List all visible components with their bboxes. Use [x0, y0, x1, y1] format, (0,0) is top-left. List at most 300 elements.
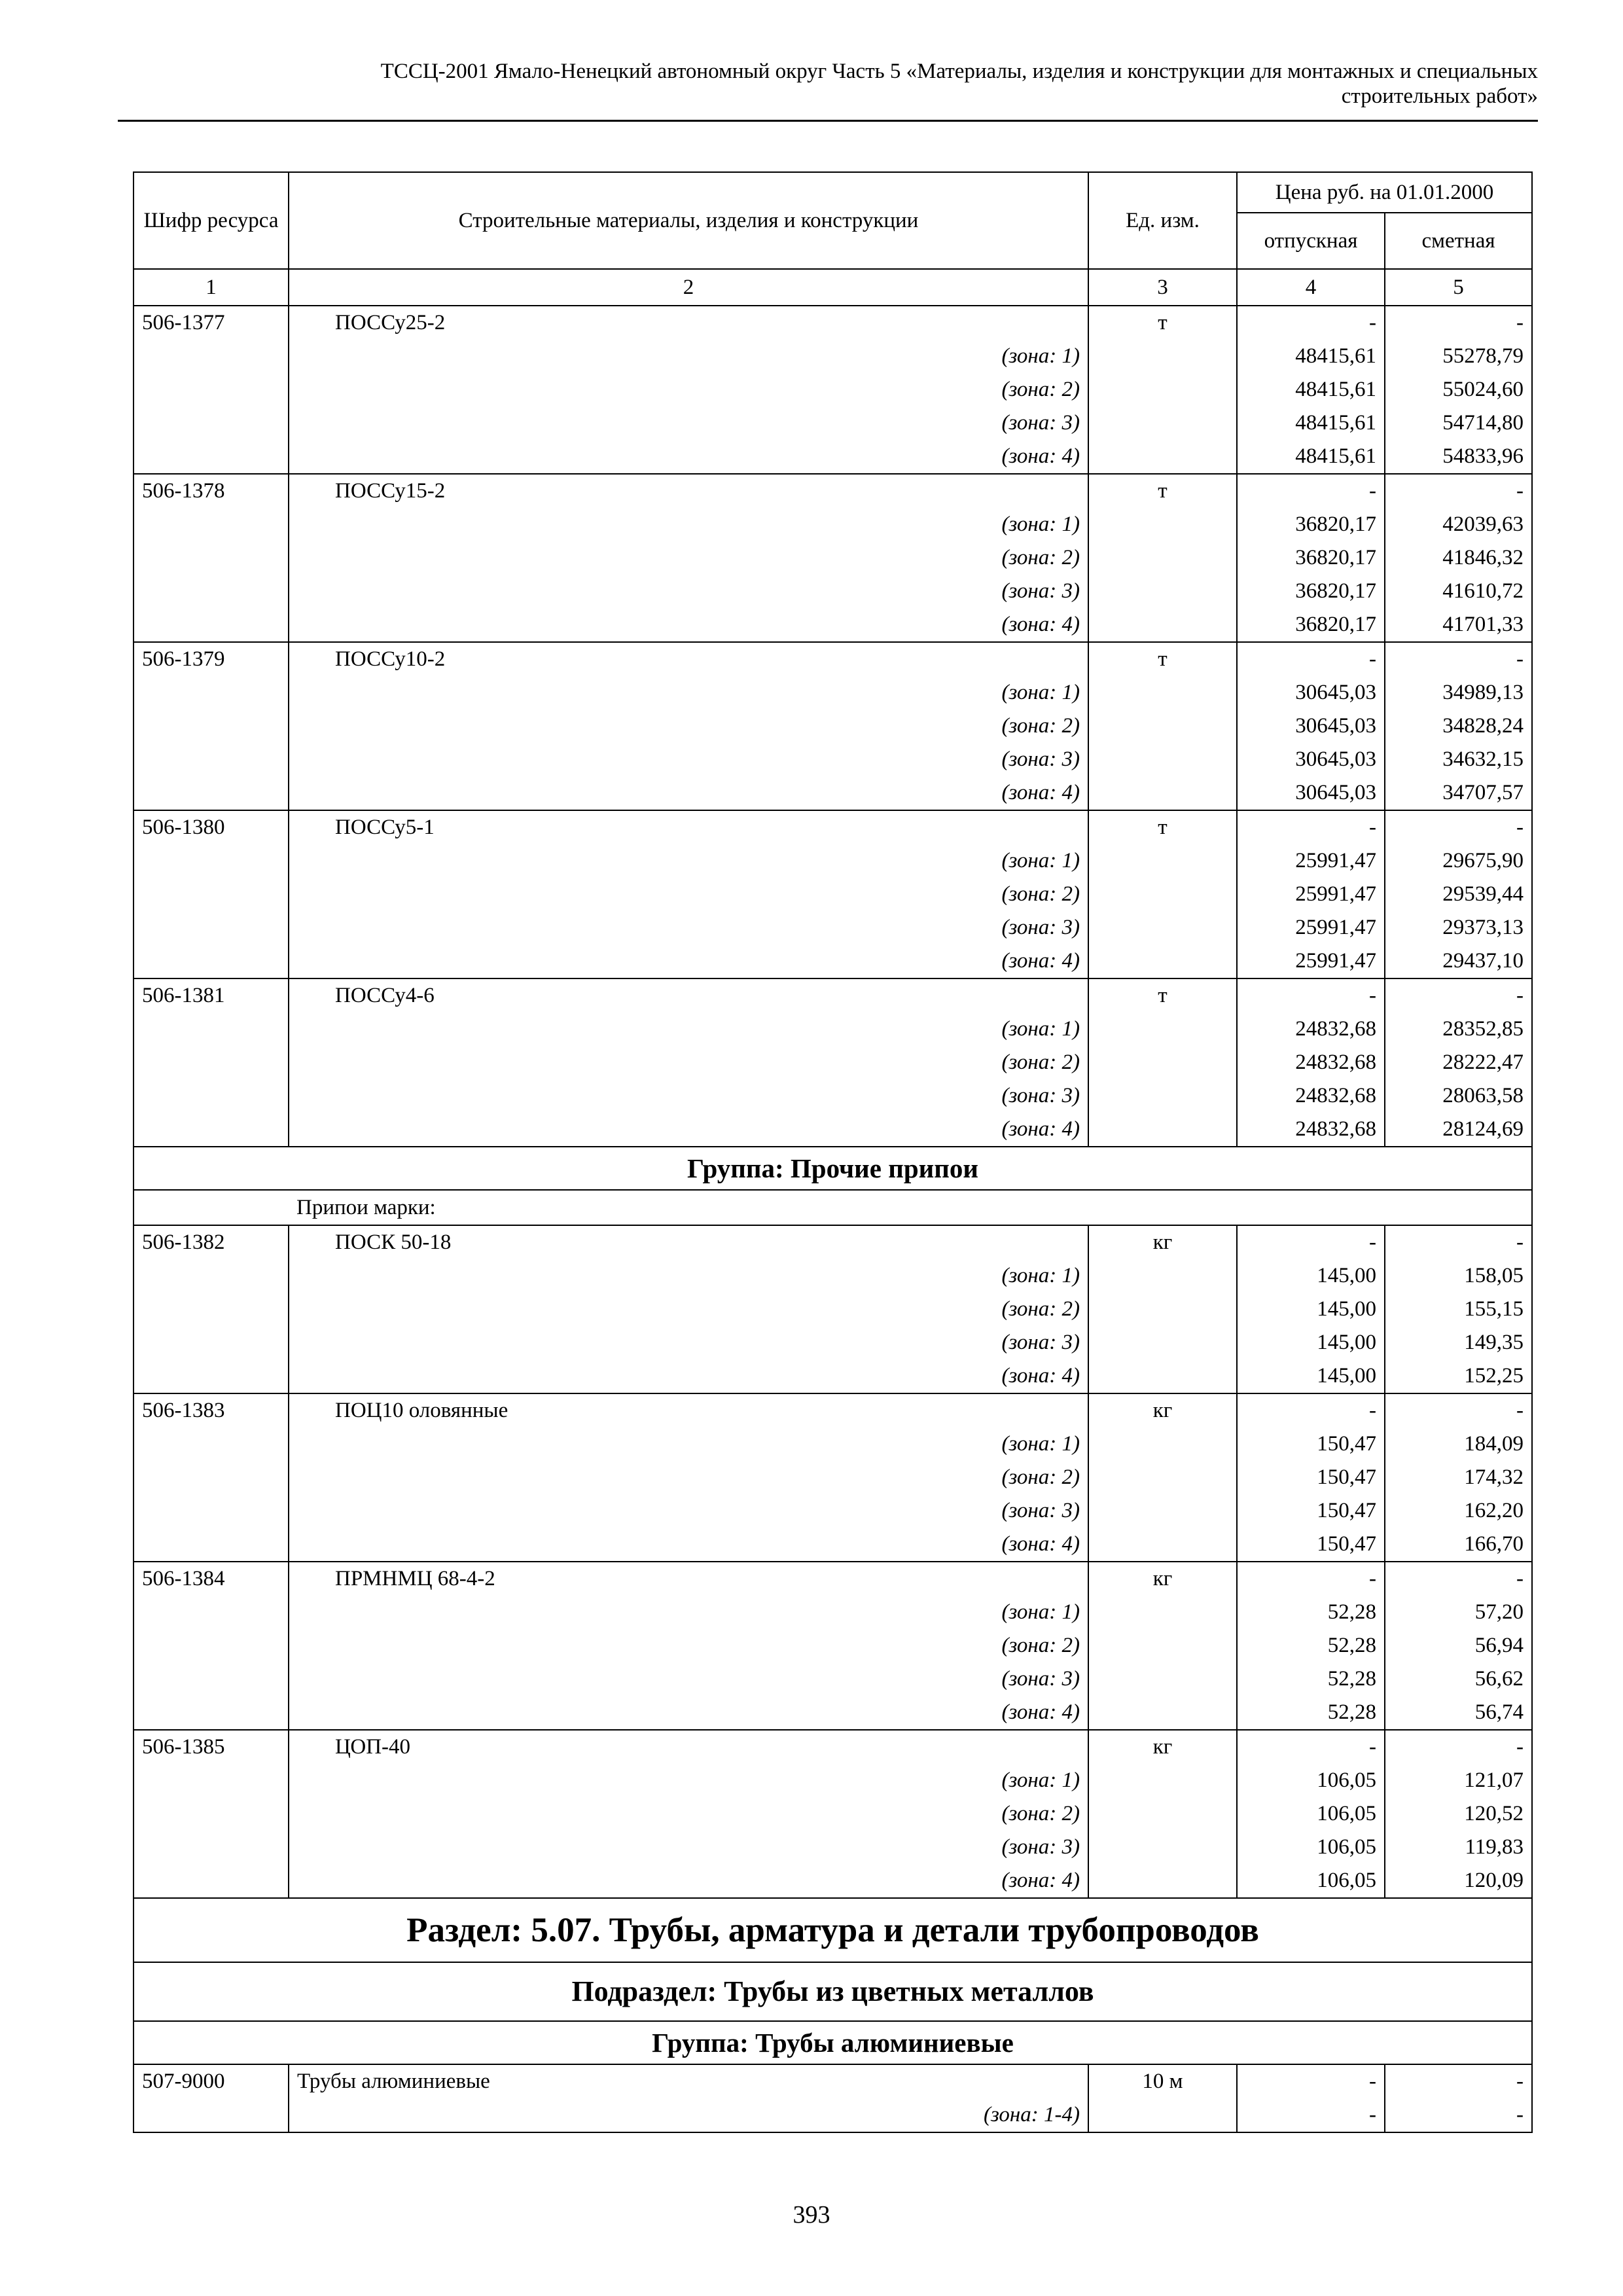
resource-code: 506-1380 [134, 810, 289, 844]
table-row-section [134, 1898, 1532, 1962]
section-heading: Раздел: 5.07. Трубы, арматура и детали трубопроводов [134, 1898, 1532, 1962]
estimate-price: - [1385, 1225, 1532, 1259]
material-name: ПОССу4-6 [289, 978, 1088, 1013]
material-name: ПОССу10-2 [289, 642, 1088, 676]
resource-code-empty [134, 1046, 289, 1079]
release-price: 24832,68 [1237, 1113, 1385, 1147]
unit-cell-empty [1088, 1113, 1237, 1147]
estimate-price: 56,74 [1385, 1696, 1532, 1730]
unit-cell-empty [1088, 373, 1237, 406]
release-price: 145,00 [1237, 1359, 1385, 1393]
zone-label: (зона: 1) [289, 1013, 1088, 1046]
resource-code-empty [134, 844, 289, 878]
estimate-price: - [1385, 2064, 1532, 2098]
estimate-price: 119,83 [1385, 1831, 1532, 1864]
unit-cell-empty [1088, 676, 1237, 709]
release-price: 150,47 [1237, 1461, 1385, 1494]
estimate-price: - [1385, 1393, 1532, 1427]
zone-label: (зона: 1) [289, 1764, 1088, 1797]
table-row-zone [134, 1864, 1532, 1898]
unit-cell-empty [1088, 944, 1237, 978]
price-table [133, 171, 1533, 2133]
zone-label: (зона: 1) [289, 1596, 1088, 1629]
release-price: - [1237, 1730, 1385, 1764]
table-row-zone [134, 1359, 1532, 1393]
col-number: 4 [1237, 269, 1385, 306]
group-heading: Группа: Трубы алюминиевые [134, 2021, 1532, 2064]
header-line-2: строительных работ» [1341, 84, 1538, 108]
release-price: 25991,47 [1237, 844, 1385, 878]
zone-label: (зона: 4) [289, 1113, 1088, 1147]
zone-label: (зона: 2) [289, 878, 1088, 911]
unit-cell-empty [1088, 1764, 1237, 1797]
estimate-price: 152,25 [1385, 1359, 1532, 1393]
zone-label: (зона: 4) [289, 1359, 1088, 1393]
unit-cell-empty [1088, 406, 1237, 440]
unit-cell-empty [1088, 1461, 1237, 1494]
table-header [134, 172, 1532, 306]
estimate-price: 34632,15 [1385, 743, 1532, 776]
table-row-zone [134, 541, 1532, 575]
resource-code-empty [134, 541, 289, 575]
resource-code-empty [134, 575, 289, 608]
unit-cell-empty [1088, 1013, 1237, 1046]
estimate-price: 28063,58 [1385, 1079, 1532, 1113]
table-row-zone [134, 1696, 1532, 1730]
estimate-price: 174,32 [1385, 1461, 1532, 1494]
estimate-price: 184,09 [1385, 1427, 1532, 1461]
zone-label: (зона: 4) [289, 1696, 1088, 1730]
resource-code: 506-1378 [134, 474, 289, 508]
zone-label: (зона: 1) [289, 340, 1088, 373]
unit-cell-empty [1088, 911, 1237, 944]
release-price: - [1237, 2064, 1385, 2098]
subsection-heading: Подраздел: Трубы из цветных металлов [134, 1962, 1532, 2021]
resource-code-empty [134, 676, 289, 709]
zone-label: (зона: 4) [289, 944, 1088, 978]
resource-code-empty [134, 911, 289, 944]
release-price: 30645,03 [1237, 776, 1385, 810]
table-row-item [134, 474, 1532, 508]
table-row-zone [134, 1259, 1532, 1293]
table-row-zone [134, 508, 1532, 541]
group-heading: Группа: Прочие припои [134, 1147, 1532, 1190]
estimate-price: - [1385, 306, 1532, 340]
zone-label: (зона: 3) [289, 743, 1088, 776]
estimate-price: 55024,60 [1385, 373, 1532, 406]
resource-code-empty [134, 1797, 289, 1831]
unit-cell-empty [1088, 1629, 1237, 1662]
resource-code-empty [134, 406, 289, 440]
unit-cell-empty [1088, 541, 1237, 575]
release-price: 150,47 [1237, 1427, 1385, 1461]
estimate-price: - [1385, 2098, 1532, 2132]
zone-label: (зона: 3) [289, 1494, 1088, 1528]
resource-code-empty [134, 508, 289, 541]
unit-cell-empty [1088, 1359, 1237, 1393]
table-row-zone [134, 709, 1532, 743]
table-row-zone [134, 575, 1532, 608]
material-name: ПОЦ10 оловянные [289, 1393, 1088, 1427]
table-row-zone [134, 1427, 1532, 1461]
estimate-price: - [1385, 978, 1532, 1013]
release-price: 25991,47 [1237, 944, 1385, 978]
table-row-zone [134, 1326, 1532, 1359]
release-price: - [1237, 474, 1385, 508]
resource-code-empty [134, 1427, 289, 1461]
unit-cell-empty [1088, 1494, 1237, 1528]
unit-cell: т [1088, 810, 1237, 844]
unit-cell-empty [1088, 844, 1237, 878]
release-price: 145,00 [1237, 1259, 1385, 1293]
release-price: 25991,47 [1237, 878, 1385, 911]
col-number: 2 [289, 269, 1088, 306]
resource-code: 506-1381 [134, 978, 289, 1013]
col-number: 1 [134, 269, 289, 306]
zone-label: (зона: 2) [289, 1629, 1088, 1662]
resource-code: 506-1383 [134, 1393, 289, 1427]
resource-code-empty [134, 1461, 289, 1494]
table-row-zone [134, 340, 1532, 373]
release-price: - [1237, 1393, 1385, 1427]
table-body [134, 306, 1532, 2132]
table-row-zone [134, 911, 1532, 944]
table-row-zone [134, 1528, 1532, 1562]
estimate-price: 42039,63 [1385, 508, 1532, 541]
estimate-price: 28222,47 [1385, 1046, 1532, 1079]
release-price: 24832,68 [1237, 1079, 1385, 1113]
zone-label: (зона: 1) [289, 676, 1088, 709]
resource-code-empty [134, 1831, 289, 1864]
resource-code-empty [134, 709, 289, 743]
release-price: 24832,68 [1237, 1046, 1385, 1079]
resource-code-empty [134, 340, 289, 373]
col-number: 5 [1385, 269, 1532, 306]
unit-cell: т [1088, 306, 1237, 340]
table-row-item [134, 1562, 1532, 1596]
unit-cell-empty [1088, 1831, 1237, 1864]
table-row-zone [134, 608, 1532, 642]
table-row-zone [134, 1461, 1532, 1494]
unit-cell: кг [1088, 1393, 1237, 1427]
unit-cell-empty [1088, 1662, 1237, 1696]
release-price: 106,05 [1237, 1797, 1385, 1831]
table-row-zone [134, 844, 1532, 878]
estimate-price: 29373,13 [1385, 911, 1532, 944]
resource-code-empty [134, 944, 289, 978]
resource-code-empty [134, 1764, 289, 1797]
table-row-zone [134, 1013, 1532, 1046]
zone-label: (зона: 3) [289, 1079, 1088, 1113]
unit-cell-empty [1088, 508, 1237, 541]
table-row-zone [134, 676, 1532, 709]
table-row-zone [134, 440, 1532, 474]
table-row-item [134, 642, 1532, 676]
release-price: 25991,47 [1237, 911, 1385, 944]
resource-code-empty [134, 1494, 289, 1528]
table-row-zone [134, 1797, 1532, 1831]
zone-label: (зона: 4) [289, 608, 1088, 642]
resource-code-empty [134, 1259, 289, 1293]
estimate-price: 41610,72 [1385, 575, 1532, 608]
material-name: ПРМНМЦ 68-4-2 [289, 1562, 1088, 1596]
zone-label: (зона: 4) [289, 1864, 1088, 1898]
table-row-item [134, 2064, 1532, 2098]
resource-code-empty [134, 1079, 289, 1113]
estimate-price: 34707,57 [1385, 776, 1532, 810]
zone-label: (зона: 3) [289, 1662, 1088, 1696]
unit-cell: кг [1088, 1562, 1237, 1596]
estimate-price: 166,70 [1385, 1528, 1532, 1562]
zone-label: (зона: 2) [289, 709, 1088, 743]
unit-cell-empty [1088, 1046, 1237, 1079]
release-price: - [1237, 1225, 1385, 1259]
unit-cell-empty [1088, 1079, 1237, 1113]
estimate-price: 57,20 [1385, 1596, 1532, 1629]
release-price: 52,28 [1237, 1596, 1385, 1629]
resource-code-empty [134, 1662, 289, 1696]
estimate-price: - [1385, 810, 1532, 844]
release-price: 150,47 [1237, 1528, 1385, 1562]
release-price: 36820,17 [1237, 508, 1385, 541]
table-row-zone [134, 2098, 1532, 2132]
resource-code: 506-1379 [134, 642, 289, 676]
resource-code-empty [134, 1293, 289, 1326]
estimate-price: 162,20 [1385, 1494, 1532, 1528]
resource-code-empty [134, 1864, 289, 1898]
release-price: 48415,61 [1237, 340, 1385, 373]
unit-cell-empty [1088, 2098, 1237, 2132]
unit-cell-empty [1088, 709, 1237, 743]
unit-cell-empty [1088, 1259, 1237, 1293]
header-code: Шифр ресурса [134, 172, 289, 269]
zone-label: (зона: 2) [289, 1046, 1088, 1079]
table-row-item [134, 978, 1532, 1013]
table-row-group [134, 2021, 1532, 2064]
resource-code-empty [134, 1596, 289, 1629]
estimate-price: 120,09 [1385, 1864, 1532, 1898]
table-row-zone [134, 1113, 1532, 1147]
unit-cell-empty [1088, 878, 1237, 911]
resource-code-empty [134, 608, 289, 642]
table-row-zone [134, 878, 1532, 911]
estimate-price: - [1385, 642, 1532, 676]
table-row-item [134, 1393, 1532, 1427]
estimate-price: 29675,90 [1385, 844, 1532, 878]
release-price: 52,28 [1237, 1696, 1385, 1730]
estimate-price: 56,94 [1385, 1629, 1532, 1662]
release-price: - [1237, 2098, 1385, 2132]
page-number: 393 [793, 2201, 830, 2229]
estimate-price: 56,62 [1385, 1662, 1532, 1696]
estimate-price: 28124,69 [1385, 1113, 1532, 1147]
release-price: 52,28 [1237, 1662, 1385, 1696]
unit-cell-empty [1088, 1696, 1237, 1730]
unit-cell-empty [1088, 1326, 1237, 1359]
estimate-price: 120,52 [1385, 1797, 1532, 1831]
header-unit: Ед. изм. [1088, 172, 1237, 269]
resource-code-empty [134, 440, 289, 474]
resource-code: 506-1385 [134, 1730, 289, 1764]
release-price: - [1237, 642, 1385, 676]
material-name: ПОССу5-1 [289, 810, 1088, 844]
running-header [118, 59, 1538, 109]
release-price: 30645,03 [1237, 709, 1385, 743]
note-text: Припои марки: [134, 1190, 1532, 1225]
unit-cell-empty [1088, 1293, 1237, 1326]
estimate-price: 34989,13 [1385, 676, 1532, 709]
zone-label: (зона: 1) [289, 844, 1088, 878]
header-name: Строительные материалы, изделия и конструкции [289, 172, 1088, 269]
resource-code: 507-9000 [134, 2064, 289, 2098]
table-row-zone [134, 743, 1532, 776]
table-row-item [134, 306, 1532, 340]
resource-code-empty [134, 743, 289, 776]
estimate-price: 41701,33 [1385, 608, 1532, 642]
release-price: 150,47 [1237, 1494, 1385, 1528]
estimate-price: 41846,32 [1385, 541, 1532, 575]
unit-cell-empty [1088, 1797, 1237, 1831]
release-price: - [1237, 1562, 1385, 1596]
estimate-price: 29437,10 [1385, 944, 1532, 978]
resource-code-empty [134, 776, 289, 810]
table-row-zone [134, 776, 1532, 810]
header-estimate-price: сметная [1385, 213, 1532, 269]
table-row-item [134, 1225, 1532, 1259]
material-name: ПОСК 50-18 [289, 1225, 1088, 1259]
estimate-price: - [1385, 474, 1532, 508]
table-row-zone [134, 1831, 1532, 1864]
unit-cell-empty [1088, 340, 1237, 373]
table-row-item [134, 1730, 1532, 1764]
zone-label: (зона: 3) [289, 575, 1088, 608]
resource-code-empty [134, 2098, 289, 2132]
table-row-zone [134, 1596, 1532, 1629]
estimate-price: 121,07 [1385, 1764, 1532, 1797]
resource-code-empty [134, 1326, 289, 1359]
unit-cell-empty [1088, 575, 1237, 608]
table-row-zone [134, 373, 1532, 406]
zone-label: (зона: 2) [289, 1461, 1088, 1494]
zone-label: (зона: 2) [289, 1293, 1088, 1326]
zone-label: (зона: 1-4) [289, 2098, 1088, 2132]
zone-label: (зона: 3) [289, 1831, 1088, 1864]
unit-cell-empty [1088, 608, 1237, 642]
zone-label: (зона: 2) [289, 541, 1088, 575]
release-price: 36820,17 [1237, 575, 1385, 608]
estimate-price: 54833,96 [1385, 440, 1532, 474]
resource-code: 506-1384 [134, 1562, 289, 1596]
unit-cell-empty [1088, 1528, 1237, 1562]
release-price: 52,28 [1237, 1629, 1385, 1662]
table-row-item [134, 810, 1532, 844]
resource-code-empty [134, 1113, 289, 1147]
col-number: 3 [1088, 269, 1237, 306]
resource-code-empty [134, 1528, 289, 1562]
estimate-price: - [1385, 1562, 1532, 1596]
resource-code: 506-1382 [134, 1225, 289, 1259]
table-row-note [134, 1190, 1532, 1225]
release-price: 30645,03 [1237, 676, 1385, 709]
estimate-price: 55278,79 [1385, 340, 1532, 373]
material-name: ЦОП-40 [289, 1730, 1088, 1764]
resource-code-empty [134, 1359, 289, 1393]
release-price: 145,00 [1237, 1293, 1385, 1326]
release-price: 30645,03 [1237, 743, 1385, 776]
release-price: - [1237, 978, 1385, 1013]
zone-label: (зона: 2) [289, 373, 1088, 406]
estimate-price: 149,35 [1385, 1326, 1532, 1359]
unit-cell-empty [1088, 1427, 1237, 1461]
estimate-price: 28352,85 [1385, 1013, 1532, 1046]
zone-label: (зона: 3) [289, 911, 1088, 944]
table-row-zone [134, 1764, 1532, 1797]
resource-code-empty [134, 878, 289, 911]
release-price: - [1237, 306, 1385, 340]
header-line-1: ТССЦ-2001 Ямало-Ненецкий автономный округ Часть 5 «Материалы, изделия и конструкции для монтажных и специальных [380, 60, 1538, 83]
zone-label: (зона: 4) [289, 440, 1088, 474]
table-row-zone [134, 1494, 1532, 1528]
unit-cell: кг [1088, 1225, 1237, 1259]
table-row-zone [134, 1293, 1532, 1326]
zone-label: (зона: 4) [289, 1528, 1088, 1562]
header-price: Цена руб. на 01.01.2000 [1237, 172, 1532, 213]
header-release-price: отпускная [1237, 213, 1385, 269]
release-price: 36820,17 [1237, 608, 1385, 642]
zone-label: (зона: 4) [289, 776, 1088, 810]
zone-label: (зона: 1) [289, 1427, 1088, 1461]
material-name: ПОССу25-2 [289, 306, 1088, 340]
release-price: 106,05 [1237, 1764, 1385, 1797]
header-rule [118, 120, 1538, 122]
estimate-price: 158,05 [1385, 1259, 1532, 1293]
release-price: 145,00 [1237, 1326, 1385, 1359]
resource-code: 506-1377 [134, 306, 289, 340]
unit-cell-empty [1088, 440, 1237, 474]
table-row-zone [134, 1662, 1532, 1696]
release-price: 24832,68 [1237, 1013, 1385, 1046]
unit-cell-empty [1088, 743, 1237, 776]
resource-code-empty [134, 1629, 289, 1662]
unit-cell: т [1088, 642, 1237, 676]
zone-label: (зона: 3) [289, 406, 1088, 440]
unit-cell-empty [1088, 776, 1237, 810]
estimate-price: 54714,80 [1385, 406, 1532, 440]
unit-cell-empty [1088, 1864, 1237, 1898]
zone-label: (зона: 3) [289, 1326, 1088, 1359]
release-price: 36820,17 [1237, 541, 1385, 575]
material-name: ПОССу15-2 [289, 474, 1088, 508]
material-name: Трубы алюминиевые [289, 2064, 1088, 2098]
zone-label: (зона: 1) [289, 1259, 1088, 1293]
zone-label: (зона: 1) [289, 508, 1088, 541]
table-row-zone [134, 944, 1532, 978]
unit-cell-empty [1088, 1596, 1237, 1629]
release-price: 48415,61 [1237, 406, 1385, 440]
estimate-price: - [1385, 1730, 1532, 1764]
table-row-zone [134, 406, 1532, 440]
table-row-subsection [134, 1962, 1532, 2021]
release-price: 48415,61 [1237, 373, 1385, 406]
resource-code-empty [134, 1696, 289, 1730]
release-price: 106,05 [1237, 1864, 1385, 1898]
table-row-zone [134, 1079, 1532, 1113]
unit-cell: кг [1088, 1730, 1237, 1764]
estimate-price: 155,15 [1385, 1293, 1532, 1326]
estimate-price: 34828,24 [1385, 709, 1532, 743]
release-price: - [1237, 810, 1385, 844]
estimate-price: 29539,44 [1385, 878, 1532, 911]
